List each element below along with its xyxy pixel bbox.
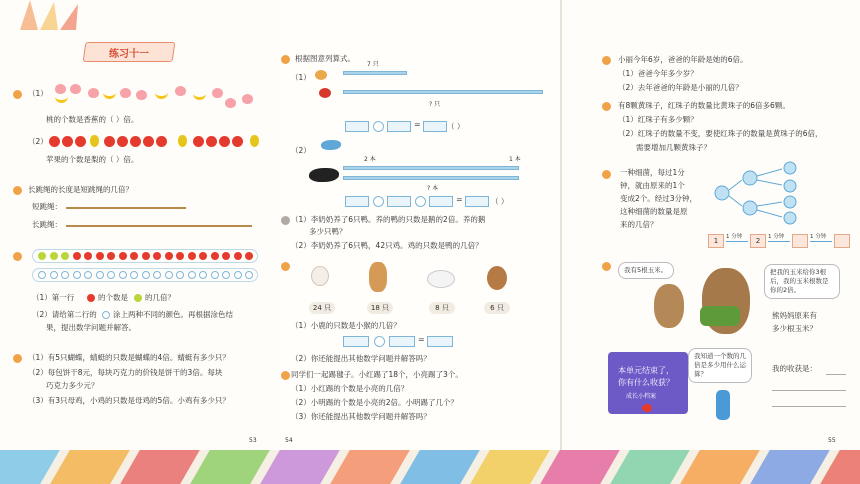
stripe [120, 450, 200, 484]
banana-icon [55, 96, 68, 103]
question-6-number-icon [281, 216, 290, 225]
ladybug-bar [343, 90, 543, 94]
apple-icon [156, 136, 167, 147]
empty-bead[interactable] [153, 271, 161, 279]
q6-1a: （1）李奶奶养了6只鸭。养的鸭的只数是鹅的2倍。养的鹅 [291, 215, 486, 224]
answer-box[interactable] [387, 121, 411, 132]
panel-line-1: 本单元结束了， [618, 366, 674, 375]
banana-icon [103, 92, 116, 99]
empty-bead[interactable] [245, 271, 253, 279]
stripe [610, 450, 690, 484]
answer-box[interactable] [345, 196, 369, 207]
red-bead [188, 252, 196, 260]
q10-1: （1）红珠子有多少颗？ [618, 115, 698, 124]
pear-icon [250, 135, 259, 147]
question-3-number-icon [13, 252, 22, 261]
apple-icon [117, 136, 128, 147]
panel-tag: 成长小档案 [626, 393, 657, 400]
empty-bead[interactable] [38, 271, 46, 279]
question-10-number-icon [602, 102, 611, 111]
apple-icon [49, 136, 60, 147]
growth-note-bubble: 我知道一个数的几倍是多少用什么运算？ [688, 348, 752, 383]
stripe [680, 450, 760, 484]
question-1-number-icon [13, 90, 22, 99]
exercise-title: 练习十一 [109, 49, 149, 60]
empty-bead[interactable] [73, 271, 81, 279]
arrow-label: 1 分钟 [810, 234, 827, 240]
q5-1-top: 7 只 [367, 61, 379, 68]
monkey-icon [487, 266, 507, 290]
q4-3: （3）有3只母鸡，小鸡的只数是母鸡的5倍。小鸡有多少只？ [28, 396, 230, 405]
apple-icon [75, 136, 86, 147]
empty-bead[interactable] [119, 271, 127, 279]
empty-bead[interactable] [61, 271, 69, 279]
stripe [190, 450, 270, 484]
deer-icon [369, 262, 387, 292]
question-7-number-icon [281, 262, 290, 271]
equals-sign: = [418, 335, 425, 344]
stripe [540, 450, 620, 484]
q1-1-text: 桃的个数是香蕉的（ ）倍。 [46, 115, 139, 124]
stripe [330, 450, 410, 484]
banana-icon [193, 93, 206, 100]
empty-bead-icon [102, 311, 110, 319]
empty-bead[interactable] [96, 271, 104, 279]
question-9-number-icon [602, 56, 611, 65]
red-bead [96, 252, 104, 260]
q3-1-b: 的个数是 [98, 293, 128, 302]
speech-bubble-small-bear: 我有5根玉米。 [618, 262, 674, 279]
peach-icon [120, 88, 131, 98]
q5-1-label: （1） [291, 73, 311, 82]
q4-1: （1）有5只蝴蝶，蜻蜓的只数是蝴蝶的4倍。蜻蜓有多少只？ [28, 353, 230, 362]
answer-box[interactable] [345, 121, 369, 132]
peach-icon [212, 88, 223, 98]
banana-icon [155, 92, 168, 99]
page-55 [562, 0, 860, 450]
red-bead [176, 252, 184, 260]
green-bead [61, 252, 69, 260]
q1-1-label: （1） [28, 89, 48, 98]
empty-bead[interactable] [50, 271, 58, 279]
page-number-55: 55 [828, 437, 836, 444]
empty-bead[interactable] [234, 271, 242, 279]
answer-box[interactable] [465, 196, 489, 207]
question-2-number-icon [13, 186, 22, 195]
q2-text: 长跳绳的长度是短跳绳的几倍？ [28, 185, 133, 194]
rabbit-icon [311, 266, 329, 286]
operator-circle[interactable] [373, 196, 384, 207]
page-number-54: 54 [285, 437, 293, 444]
apple-icon [219, 136, 230, 147]
q11-line-3: 变成2个。经过3分钟， [620, 194, 698, 203]
q9-1: （1）爸爸今年多少岁？ [618, 69, 698, 78]
q3-2-a: （2）请给第二行的 [32, 310, 97, 319]
harvest-label: 我的收获是： [772, 364, 817, 373]
q2-short-label: 短跳绳： [32, 202, 62, 211]
red-bead [107, 252, 115, 260]
ladybug-icon [319, 88, 331, 98]
red-bead [245, 252, 253, 260]
arrow-label: 1 分钟 [768, 234, 785, 240]
pear-icon [90, 135, 99, 147]
red-bead [84, 252, 92, 260]
empty-bead[interactable] [165, 271, 173, 279]
question-4-number-icon [13, 354, 22, 363]
deer-count: 18 只 [367, 302, 393, 314]
stripe [50, 450, 130, 484]
red-bead [199, 252, 207, 260]
green-bead-icon [134, 294, 142, 302]
apple-icon [193, 136, 204, 147]
arrow-label: 1 分钟 [726, 234, 743, 240]
q4-2a: （2）每包饼干8元，每块巧克力的价钱是饼干的3倍。每块 [28, 368, 223, 377]
answer-box[interactable] [429, 196, 453, 207]
sun-fan-decoration-icon [10, 0, 100, 30]
bacteria-cell-1: 1 [708, 234, 724, 248]
empty-bead[interactable] [199, 271, 207, 279]
unit-summary-panel [608, 352, 688, 414]
speech-bubble-mother-bear: 把我的玉米给你3根后，我的玉米根数是你的2倍。 [764, 264, 840, 299]
stripe [0, 450, 60, 484]
apple-icon [232, 136, 243, 147]
orca-icon [309, 168, 339, 182]
empty-bead[interactable] [176, 271, 184, 279]
harvest-line[interactable] [826, 374, 846, 375]
q9-2: （2）去年爸爸的年龄是小丽的几倍？ [618, 83, 743, 92]
arrow-line [810, 241, 832, 242]
stripe [750, 450, 830, 484]
apple-icon [62, 136, 73, 147]
empty-bead[interactable] [188, 271, 196, 279]
long-rope-line [66, 225, 252, 227]
monkey-count: 6 只 [484, 302, 510, 314]
red-bead [211, 252, 219, 260]
answer-box[interactable] [389, 336, 415, 347]
q3-2-c: 果，提出数学问题并解答。 [46, 323, 136, 332]
question-5-number-icon [281, 55, 290, 64]
apple-icon [104, 136, 115, 147]
child-figure-icon [716, 390, 730, 420]
q6-1b: 多少只鸭？ [309, 227, 347, 236]
q11-line-1: 一种细菌，每过1分 [620, 168, 685, 177]
q8-3: （3）你还能提出其他数学问题并解答吗？ [291, 412, 431, 421]
arrow-line [768, 241, 790, 242]
apple-icon [143, 136, 154, 147]
q8-2: （2）小明踢的个数是小亮的2倍。小明踢了几个？ [291, 398, 459, 407]
q8-intro: 同学们一起踢毽子。小红踢了18个，小亮踢了3个。 [291, 370, 463, 379]
peach-icon [55, 84, 66, 94]
dolphin-icon [321, 140, 341, 150]
snail-icon [315, 70, 327, 80]
red-bead [222, 252, 230, 260]
short-rope-line [66, 207, 186, 209]
answer-box[interactable] [427, 336, 453, 347]
q1-2-label: （2） [28, 137, 48, 146]
panel-line-2: 你有什么收获？ [618, 378, 674, 387]
snail-bar [343, 71, 407, 75]
red-bead [234, 252, 242, 260]
question-11-number-icon [602, 170, 611, 179]
q2-long-label: 长跳绳： [32, 220, 62, 229]
q10-3: 需要增加几颗黄珠子？ [636, 143, 711, 152]
empty-bead[interactable] [211, 271, 219, 279]
q4-2b: 巧克力多少元？ [46, 381, 99, 390]
answer-box[interactable] [387, 196, 411, 207]
q1-2-text: 苹果的个数是梨的（ ）倍。 [46, 155, 139, 164]
peach-icon [88, 88, 99, 98]
red-bead [73, 252, 81, 260]
q7-2: （2）你还能提出其他数学问题并解答吗？ [291, 354, 431, 363]
equals-sign: = [414, 120, 421, 129]
bottom-decorative-stripes [0, 450, 860, 484]
swan-icon [427, 270, 455, 288]
q8-1: （1）小红踢的个数是小亮的几倍？ [291, 384, 409, 393]
empty-bead[interactable] [84, 271, 92, 279]
harvest-line[interactable] [772, 390, 846, 391]
page-number-53: 53 [249, 437, 257, 444]
peach-icon [136, 90, 147, 100]
empty-bead[interactable] [142, 271, 150, 279]
red-bead [119, 252, 127, 260]
harvest-line[interactable] [772, 406, 846, 407]
rabbit-count: 24 只 [309, 302, 335, 314]
operator-circle[interactable] [415, 196, 426, 207]
q3-2-b: 涂上两种不同的颜色。再根据涂色结 [113, 310, 233, 319]
bacteria-cell-4 [834, 234, 850, 248]
answer-box[interactable] [423, 121, 447, 132]
q5-2-q: ? 本 [427, 185, 439, 192]
bacteria-cell-3 [792, 234, 808, 248]
page-53 [0, 0, 281, 450]
red-bead [153, 252, 161, 260]
orca-bar [343, 176, 519, 180]
q10-intro: 有8颗黄珠子，红珠子的数量比黄珠子的6倍多6颗。 [618, 101, 790, 110]
answer-box[interactable] [343, 336, 369, 347]
pear-icon [178, 135, 187, 147]
arrow-line [726, 241, 748, 242]
stripe [400, 450, 480, 484]
red-bead [142, 252, 150, 260]
stripe [470, 450, 550, 484]
flower-icon [642, 404, 652, 412]
bacteria-cell-2: 2 [750, 234, 766, 248]
q12-question-b: 多少根玉米？ [772, 324, 817, 333]
apple-icon [206, 136, 217, 147]
q5-2-a: 2 本 [364, 156, 376, 163]
q5-text: 根据图意列算式。 [295, 54, 355, 63]
peach-icon [242, 94, 253, 104]
empty-bead[interactable] [222, 271, 230, 279]
bacteria-diagram [710, 160, 836, 226]
operator-circle[interactable] [373, 121, 384, 132]
apple-icon [130, 136, 141, 147]
q3-1-c: 的几倍？ [145, 293, 175, 302]
empty-bead[interactable] [107, 271, 115, 279]
question-8-number-icon [281, 371, 290, 380]
q3-1-a: （1）第一行 [32, 293, 75, 302]
swan-count: 8 只 [429, 302, 455, 314]
corn-basket-icon [700, 306, 740, 326]
page-54 [281, 0, 562, 450]
equals-sign: = [456, 195, 463, 204]
q11-line-5: 来的几倍？ [620, 220, 658, 229]
q6-2: （2）李奶奶养了6只鸭，42只鸡。鸡的只数是鸭的几倍？ [291, 241, 483, 250]
red-bead [165, 252, 173, 260]
green-bead [38, 252, 46, 260]
red-bead-icon [87, 294, 95, 302]
q11-line-4: 这种细菌的数量是原 [620, 207, 688, 216]
q5-2-b: 1 本 [509, 156, 521, 163]
question-12-number-icon [602, 262, 611, 271]
peach-icon [70, 84, 81, 94]
peach-icon [225, 98, 236, 108]
q12-question-a: 熊妈妈原来有 [772, 311, 817, 320]
dolphin-bar [343, 166, 519, 170]
stripe [260, 450, 340, 484]
q5-1-paren: （ ） [447, 122, 465, 131]
green-bead [50, 252, 58, 260]
red-bead [130, 252, 138, 260]
q5-1-q: ? 只 [429, 101, 441, 108]
q7-1: （1）小鹿的只数是小猴的几倍？ [291, 321, 401, 330]
empty-bead[interactable] [130, 271, 138, 279]
q10-2: （2）红珠子的数量不变，要使红珠子的数量是黄珠子的6倍， [618, 129, 823, 138]
q5-2-label: （2） [291, 146, 311, 155]
peach-icon [175, 86, 186, 96]
q11-line-2: 钟，就由原来的1个 [620, 181, 685, 190]
q9-intro: 小丽今年6岁，爸爸的年龄是她的6倍。 [618, 55, 748, 64]
operator-circle[interactable] [374, 336, 385, 347]
q5-2-paren: （ ） [491, 197, 509, 206]
small-bear-icon [654, 284, 684, 328]
